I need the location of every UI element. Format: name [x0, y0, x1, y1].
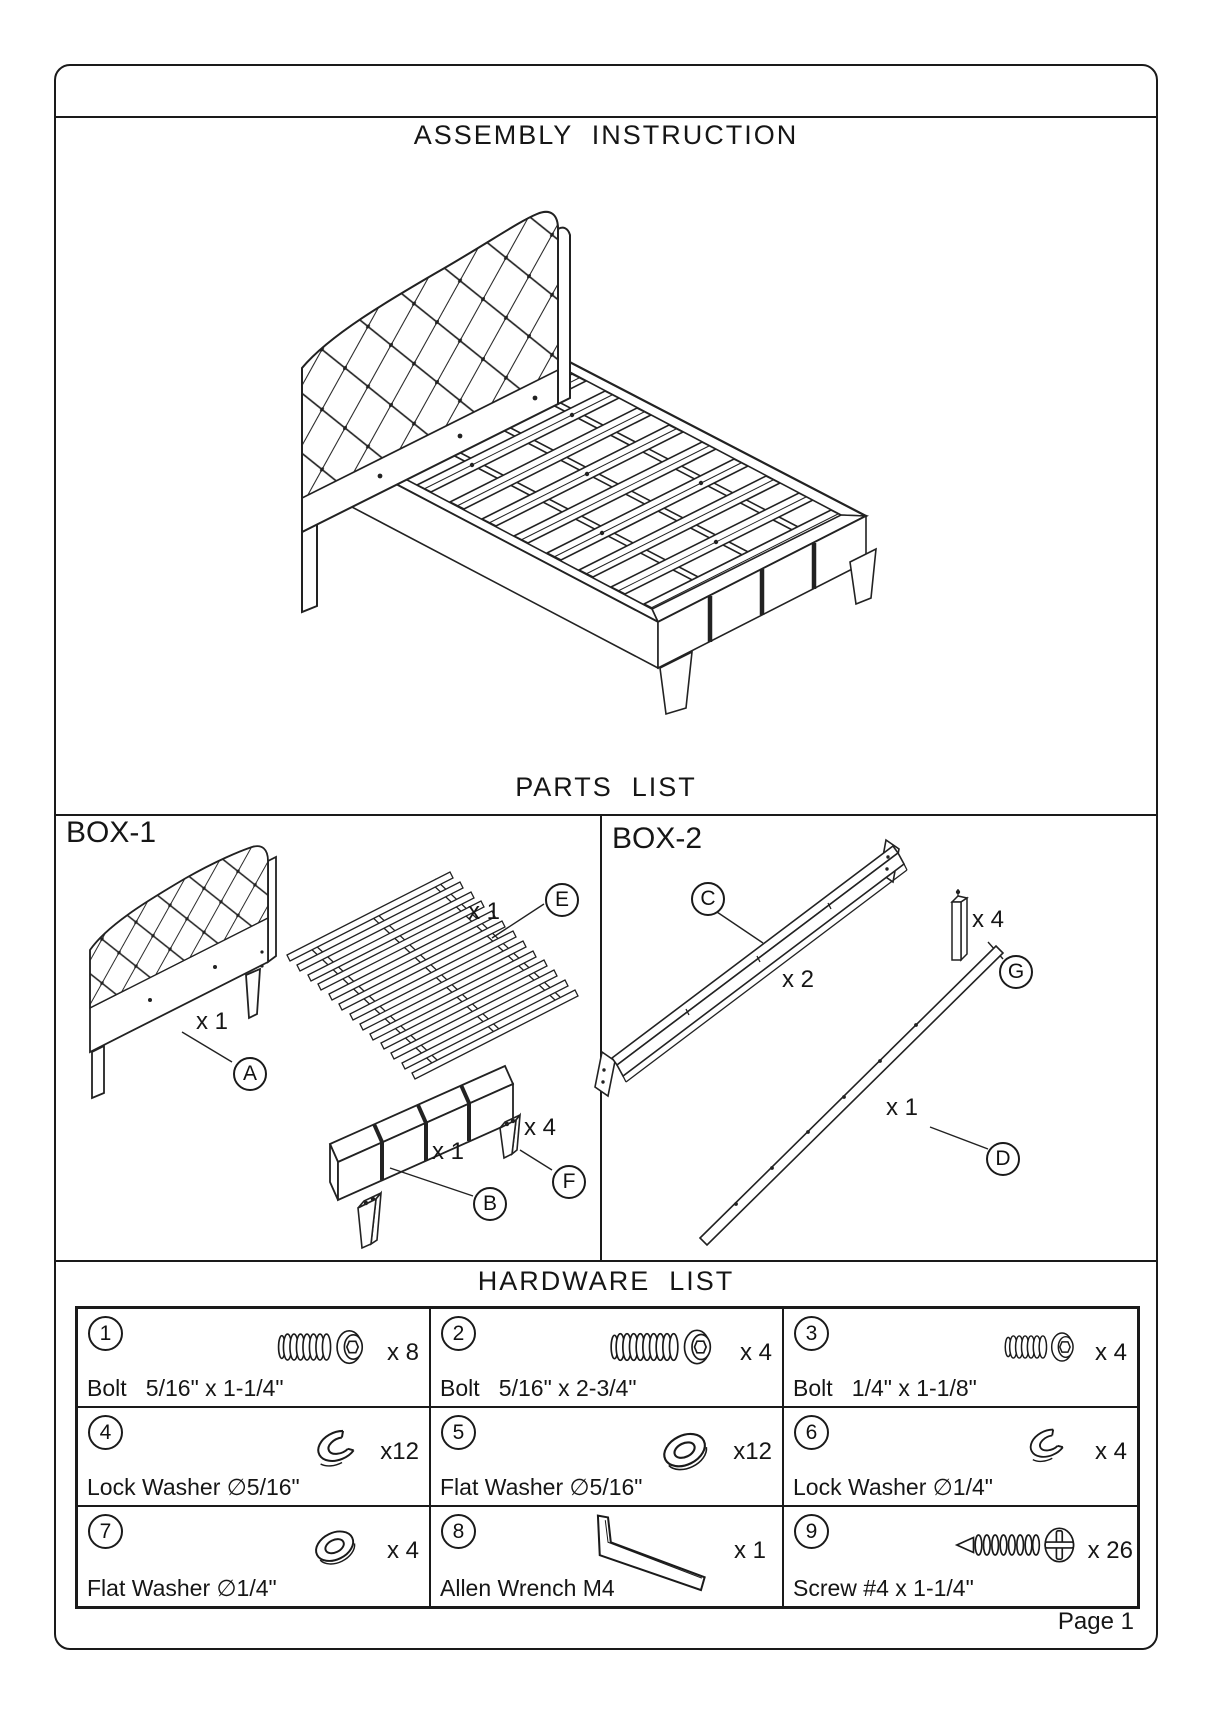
box2-label: BOX-2 [612, 822, 703, 855]
item-qty: x 4 [739, 1339, 772, 1366]
item-number-circle: 7 [88, 1514, 123, 1549]
hardware-item-cell [784, 1408, 1137, 1507]
hardware-item-cell [784, 1309, 1137, 1408]
screw-icon [949, 1515, 1093, 1575]
item-qty: x12 [380, 1438, 419, 1465]
hardware-table [75, 1306, 1140, 1609]
side-rail-drawing [595, 840, 907, 1096]
page-title: ASSEMBLY INSTRUCTION [413, 120, 799, 150]
hardware-divider [55, 1260, 1157, 1262]
item-label: Bolt 5/16" x 2-3/4" [440, 1375, 637, 1401]
hardware-item-cell [784, 1507, 1137, 1606]
item-label: Bolt 5/16" x 1-1/4" [87, 1375, 284, 1401]
part-qty-c: x 2 [782, 966, 815, 993]
item-number-circle: 3 [794, 1316, 829, 1351]
bolt-icon [592, 1317, 742, 1377]
part-circle-b: B [473, 1187, 507, 1221]
item-label: Lock Washer ∅1/4" [793, 1474, 993, 1500]
hardware-item-cell [78, 1507, 431, 1606]
parts-drawings [55, 814, 1158, 1260]
lock-washer-icon [1015, 1416, 1075, 1476]
leader-line-f [520, 1150, 552, 1170]
leader-line-c [714, 910, 763, 943]
page-number: Page 1 [1057, 1608, 1134, 1635]
part-circle-f: F [552, 1165, 586, 1199]
bolt-icon [975, 1319, 1093, 1375]
part-qty-f: x 4 [524, 1114, 557, 1141]
item-label: Screw #4 x 1-1/4" [793, 1575, 974, 1601]
part-qty-e: x 1 [468, 898, 501, 925]
item-label: Flat Washer ∅5/16" [440, 1474, 643, 1500]
item-number-circle: 2 [441, 1316, 476, 1351]
item-qty: x12 [733, 1438, 772, 1465]
item-number-circle: 5 [441, 1415, 476, 1450]
part-circle-d: D [986, 1142, 1020, 1176]
part-qty-d: x 1 [886, 1094, 919, 1121]
part-circle-c: C [691, 882, 725, 916]
part-qty-b: x 1 [432, 1138, 465, 1165]
part-circle-g: G [999, 955, 1033, 989]
flat-washer-icon [303, 1515, 367, 1579]
part-qty-a: x 1 [196, 1008, 229, 1035]
item-qty: x 26 [1087, 1537, 1133, 1564]
slat-pack-drawing [287, 872, 578, 1079]
hardware-item-cell [78, 1408, 431, 1507]
assembly-diagram [280, 160, 900, 740]
hardware-list-heading: HARDWARE LIST [477, 1266, 735, 1296]
hardware-item-cell [431, 1309, 784, 1408]
hardware-item-cell [431, 1507, 784, 1606]
item-qty: x 4 [1094, 1339, 1127, 1366]
hardware-item-cell [78, 1309, 431, 1408]
item-number-circle: 1 [88, 1316, 123, 1351]
item-number-circle: 9 [794, 1514, 829, 1549]
part-qty-g: x 4 [972, 906, 1005, 933]
part-circle-e: E [545, 883, 579, 917]
item-qty: x 8 [386, 1339, 419, 1366]
item-qty: x 1 [733, 1537, 766, 1564]
item-number-circle: 4 [88, 1415, 123, 1450]
parts-list-heading: PARTS LIST [515, 772, 697, 802]
part-circle-a: A [233, 1057, 267, 1091]
bolt-icon [255, 1317, 385, 1377]
item-qty: x 4 [1094, 1438, 1127, 1465]
leader-line-a [182, 1032, 232, 1062]
item-label: Lock Washer ∅5/16" [87, 1474, 300, 1500]
item-qty: x 4 [386, 1537, 419, 1564]
item-label: Bolt 1/4" x 1-1/8" [793, 1375, 977, 1401]
item-label: Flat Washer ∅1/4" [87, 1575, 277, 1601]
lock-washer-icon [301, 1416, 367, 1482]
item-number-circle: 6 [794, 1415, 829, 1450]
flat-washer-icon [650, 1416, 720, 1486]
item-label: Allen Wrench M4 [440, 1575, 615, 1601]
footboard-part-drawing [330, 1066, 513, 1200]
leader-line-b [390, 1168, 473, 1196]
item-number-circle: 8 [441, 1514, 476, 1549]
center-rail-drawing [700, 946, 1003, 1245]
box1-label: BOX-1 [66, 816, 157, 849]
hardware-item-cell [431, 1408, 784, 1507]
header-divider [55, 116, 1157, 118]
leader-line-d [930, 1127, 988, 1149]
